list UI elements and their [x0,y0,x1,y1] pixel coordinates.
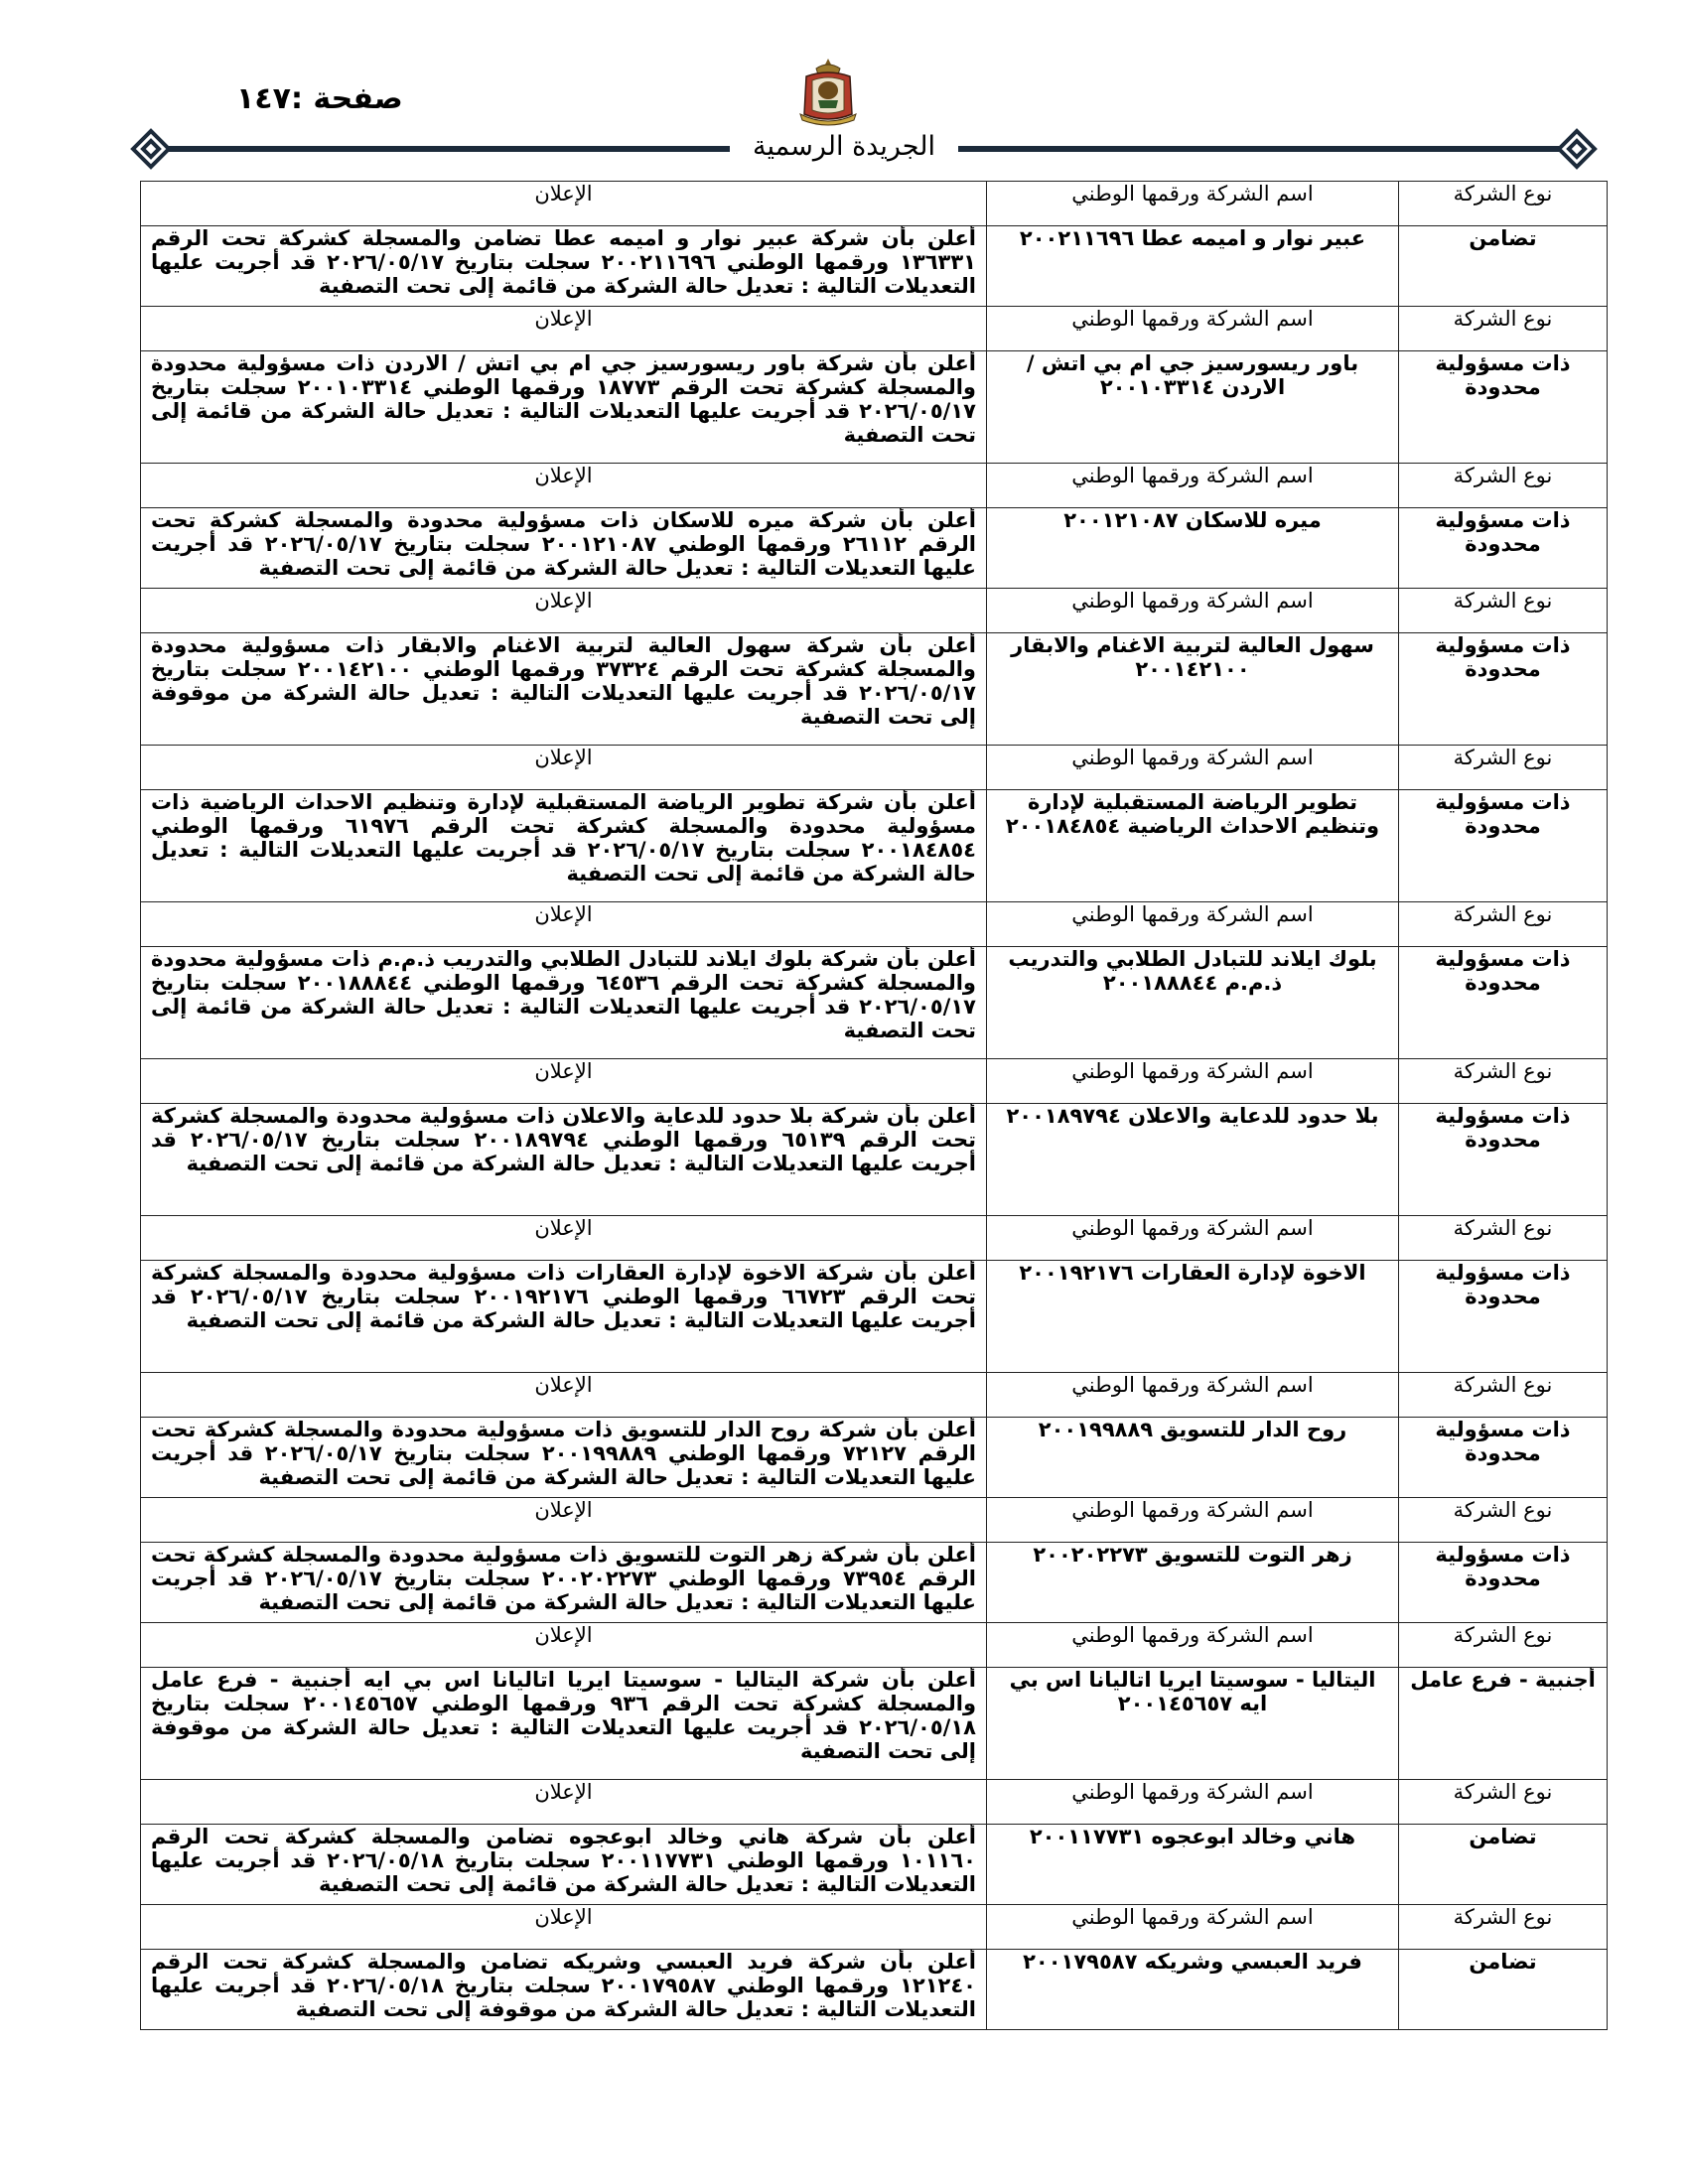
header-announcement: الإعلان [141,182,987,226]
header-company-type: نوع الشركة [1399,746,1608,790]
header-company-name: اسم الشركة ورقمها الوطني [987,182,1399,226]
entry-row [141,1261,1608,1373]
company-name: هاني وخالد ابوعجوه ٢٠٠١١٧٧٣١ [987,1825,1399,1905]
entry-header-row [141,1059,1608,1104]
announcement-text: أعلن بأن شركة هاني وخالد ابوعجوه تضامن والمسجلة كشركة تحت الرقم ١٠١١٦٠ ورقمها الوطني ٢٠٠١١٧٧٣١ سجلت بتاريخ ٢٠٢٦/٠٥/١٨ قد أجريت عليها التعديلات التالية : تعديل حالة الشركة من قائمة إلى تحت التصفية [141,1825,987,1905]
entry-row [141,633,1608,746]
company-type: ذات مسؤولية محدودة [1399,1261,1608,1373]
announcement-text: أعلن بأن شركة بلوك ايلاند للتبادل الطلابي والتدريب ذ.م.م ذات مسؤولية محدودة والمسجلة كشركة تحت الرقم ٦٤٥٣٦ ورقمها الوطني ٢٠٠١٨٨٨٤٤ سجلت بتاريخ ٢٠٢٦/٠٥/١٧ قد أجريت عليها التعديلات التالية : تعديل حالة الشركة من قائمة إلى تحت التصفية [141,947,987,1059]
entry-row [141,1950,1608,2030]
header-company-type: نوع الشركة [1399,307,1608,351]
header-company-type: نوع الشركة [1399,1905,1608,1950]
company-type: ذات مسؤولية محدودة [1399,351,1608,464]
company-type: تضامن [1399,1950,1608,2030]
header-company-name: اسم الشركة ورقمها الوطني [987,1059,1399,1104]
header-company-name: اسم الشركة ورقمها الوطني [987,1905,1399,1950]
announcement-text: أعلن بأن شركة بلا حدود للدعاية والاعلان ذات مسؤولية محدودة والمسجلة كشركة تحت الرقم ٦٥١٣٩ ورقمها الوطني ٢٠٠١٨٩٧٩٤ سجلت بتاريخ ٢٠٢٦/٠٥/١٧ قد أجريت عليها التعديلات التالية : تعديل حالة الشركة من قائمة إلى تحت التصفية [141,1104,987,1216]
header-announcement: الإعلان [141,589,987,633]
header-announcement: الإعلان [141,1780,987,1825]
header-company-name: اسم الشركة ورقمها الوطني [987,307,1399,351]
header-company-type: نوع الشركة [1399,1498,1608,1543]
page-number: صفحة :١٤٧ [236,81,403,116]
header-announcement: الإعلان [141,464,987,508]
company-name: تطوير الرياضة المستقبلية لإدارة وتنظيم الاحداث الرياضية ٢٠٠١٨٤٨٥٤ [987,790,1399,902]
entry-row [141,1825,1608,1905]
header-company-name: اسم الشركة ورقمها الوطني [987,1780,1399,1825]
company-name: باور ريسورسيز جي ام بي اتش / الاردن ٢٠٠١٠٣٣١٤ [987,351,1399,464]
entry-row [141,351,1608,464]
company-name: بلوك ايلاند للتبادل الطلابي والتدريب ذ.م.م ٢٠٠١٨٨٨٤٤ [987,947,1399,1059]
announcements-table [140,181,1608,2030]
header-company-type: نوع الشركة [1399,464,1608,508]
entry-header-row [141,1780,1608,1825]
header-company-name: اسم الشركة ورقمها الوطني [987,746,1399,790]
header-company-type: نوع الشركة [1399,589,1608,633]
announcement-text: أعلن بأن شركة اليتاليا - سوسيتا ايريا اتاليانا اس بي ايه أجنبية - فرع عامل والمسجلة كشركة تحت الرقم ٩٣٦ ورقمها الوطني ٢٠٠١٤٥٦٥٧ سجلت بتاريخ ٢٠٢٦/٠٥/١٨ قد أجريت عليها التعديلات التالية : تعديل حالة الشركة من موقوفة إلى تحت التصفية [141,1668,987,1780]
announcement-text: أعلن بأن شركة الاخوة لإدارة العقارات ذات مسؤولية محدودة والمسجلة كشركة تحت الرقم ٦٦٧٢٣ ورقمها الوطني ٢٠٠١٩٢١٧٦ سجلت بتاريخ ٢٠٢٦/٠٥/١٧ قد أجريت عليها التعديلات التالية : تعديل حالة الشركة من قائمة إلى تحت التصفية [141,1261,987,1373]
header-announcement: الإعلان [141,1059,987,1104]
header-company-name: اسم الشركة ورقمها الوطني [987,464,1399,508]
company-name: اليتاليا - سوسيتا ايريا اتاليانا اس بي ايه ٢٠٠١٤٥٦٥٧ [987,1668,1399,1780]
company-type: ذات مسؤولية محدودة [1399,1104,1608,1216]
header-company-name: اسم الشركة ورقمها الوطني [987,1498,1399,1543]
header-announcement: الإعلان [141,746,987,790]
header-announcement: الإعلان [141,307,987,351]
company-type: تضامن [1399,226,1608,307]
header-company-type: نوع الشركة [1399,1216,1608,1261]
royal-emblem-icon [792,55,864,126]
company-name: فريد العبسي وشريكه ٢٠٠١٧٩٥٨٧ [987,1950,1399,2030]
company-type: ذات مسؤولية محدودة [1399,508,1608,589]
entry-header-row [141,182,1608,226]
header-announcement: الإعلان [141,1498,987,1543]
header-announcement: الإعلان [141,1216,987,1261]
announcement-text: أعلن بأن شركة سهول العالية لتربية الاغنام والابقار ذات مسؤولية محدودة والمسجلة كشركة تحت الرقم ٣٧٣٢٤ ورقمها الوطني ٢٠٠١٤٢١٠٠ سجلت بتاريخ ٢٠٢٦/٠٥/١٧ قد أجريت عليها التعديلات التالية : تعديل حالة الشركة من موقوفة إلى تحت التصفية [141,633,987,746]
announcement-text: أعلن بأن شركة تطوير الرياضة المستقبلية لإدارة وتنظيم الاحداث الرياضية ذات مسؤولية محدودة والمسجلة كشركة تحت الرقم ٦١٩٧٦ ورقمها الوطني ٢٠٠١٨٤٨٥٤ سجلت بتاريخ ٢٠٢٦/٠٥/١٧ قد أجريت عليها التعديلات التالية : تعديل حالة الشركة من قائمة إلى تحت التصفية [141,790,987,902]
header-company-type: نوع الشركة [1399,182,1608,226]
entry-header-row [141,464,1608,508]
announcement-text: أعلن بأن شركة زهر التوت للتسويق ذات مسؤولية محدودة والمسجلة كشركة تحت الرقم ٧٣٩٥٤ ورقمها الوطني ٢٠٠٢٠٢٢٧٣ سجلت بتاريخ ٢٠٢٦/٠٥/١٧ قد أجريت عليها التعديلات التالية : تعديل حالة الشركة من قائمة إلى تحت التصفية [141,1543,987,1623]
header-announcement: الإعلان [141,902,987,947]
header-company-type: نوع الشركة [1399,1059,1608,1104]
entry-header-row [141,1373,1608,1418]
company-name: عبير نوار و اميمه عطا ٢٠٠٢١١٦٩٦ [987,226,1399,307]
announcement-text: أعلن بأن شركة عبير نوار و اميمه عطا تضامن والمسجلة كشركة تحت الرقم ١٣٦٣٣١ ورقمها الوطني ٢٠٠٢١١٦٩٦ سجلت بتاريخ ٢٠٢٦/٠٥/١٧ قد أجريت عليها التعديلات التالية : تعديل حالة الشركة من قائمة إلى تحت التصفية [141,226,987,307]
header-company-type: نوع الشركة [1399,902,1608,947]
header-announcement: الإعلان [141,1905,987,1950]
company-type: ذات مسؤولية محدودة [1399,947,1608,1059]
company-type: تضامن [1399,1825,1608,1905]
entry-header-row [141,746,1608,790]
company-name: ميره للاسكان ٢٠٠١٢١٠٨٧ [987,508,1399,589]
journal-title: الجريدة الرسمية [730,131,958,162]
company-type: أجنبية - فرع عامل [1399,1668,1608,1780]
entry-row [141,1418,1608,1498]
entry-header-row [141,1216,1608,1261]
announcement-text: أعلن بأن شركة روح الدار للتسويق ذات مسؤولية محدودة والمسجلة كشركة تحت الرقم ٧٢١٢٧ ورقمها الوطني ٢٠٠١٩٩٨٨٩ سجلت بتاريخ ٢٠٢٦/٠٥/١٧ قد أجريت عليها التعديلات التالية : تعديل حالة الشركة من قائمة إلى تحت التصفية [141,1418,987,1498]
announcement-text: أعلن بأن شركة فريد العبسي وشريكه تضامن والمسجلة كشركة تحت الرقم ١٢١٢٤٠ ورقمها الوطني ٢٠٠١٧٩٥٨٧ سجلت بتاريخ ٢٠٢٦/٠٥/١٨ قد أجريت عليها التعديلات التالية : تعديل حالة الشركة من موقوفة إلى تحت التصفية [141,1950,987,2030]
company-type: ذات مسؤولية محدودة [1399,1418,1608,1498]
company-name: سهول العالية لتربية الاغنام والابقار ٢٠٠١٤٢١٠٠ [987,633,1399,746]
entry-row [141,1668,1608,1780]
company-name: الاخوة لإدارة العقارات ٢٠٠١٩٢١٧٦ [987,1261,1399,1373]
entry-row [141,508,1608,589]
company-type: ذات مسؤولية محدودة [1399,633,1608,746]
entry-header-row [141,1623,1608,1668]
company-name: زهر التوت للتسويق ٢٠٠٢٠٢٢٧٣ [987,1543,1399,1623]
entry-header-row [141,307,1608,351]
entry-row [141,1543,1608,1623]
header-company-name: اسم الشركة ورقمها الوطني [987,1216,1399,1261]
header-company-name: اسم الشركة ورقمها الوطني [987,1373,1399,1418]
entry-row [141,1104,1608,1216]
announcement-text: أعلن بأن شركة ميره للاسكان ذات مسؤولية محدودة والمسجلة كشركة تحت الرقم ٢٦١١٢ ورقمها الوطني ٢٠٠١٢١٠٨٧ سجلت بتاريخ ٢٠٢٦/٠٥/١٧ قد أجريت عليها التعديلات التالية : تعديل حالة الشركة من قائمة إلى تحت التصفية [141,508,987,589]
entry-row [141,947,1608,1059]
entry-header-row [141,1498,1608,1543]
entry-row [141,790,1608,902]
header-announcement: الإعلان [141,1373,987,1418]
header-company-type: نوع الشركة [1399,1623,1608,1668]
entry-header-row [141,1905,1608,1950]
entry-header-row [141,902,1608,947]
header-company-type: نوع الشركة [1399,1780,1608,1825]
company-name: روح الدار للتسويق ٢٠٠١٩٩٨٨٩ [987,1418,1399,1498]
header-company-type: نوع الشركة [1399,1373,1608,1418]
announcement-text: أعلن بأن شركة باور ريسورسيز جي ام بي اتش / الاردن ذات مسؤولية محدودة والمسجلة كشركة تحت الرقم ١٨٧٧٣ ورقمها الوطني ٢٠٠١٠٣٣١٤ سجلت بتاريخ ٢٠٢٦/٠٥/١٧ قد أجريت عليها التعديلات التالية : تعديل حالة الشركة من قائمة إلى تحت التصفية [141,351,987,464]
entry-row [141,226,1608,307]
header-company-name: اسم الشركة ورقمها الوطني [987,902,1399,947]
company-type: ذات مسؤولية محدودة [1399,1543,1608,1623]
company-type: ذات مسؤولية محدودة [1399,790,1608,902]
entry-header-row [141,589,1608,633]
header-company-name: اسم الشركة ورقمها الوطني [987,589,1399,633]
header-announcement: الإعلان [141,1623,987,1668]
header-company-name: اسم الشركة ورقمها الوطني [987,1623,1399,1668]
company-name: بلا حدود للدعاية والاعلان ٢٠٠١٨٩٧٩٤ [987,1104,1399,1216]
